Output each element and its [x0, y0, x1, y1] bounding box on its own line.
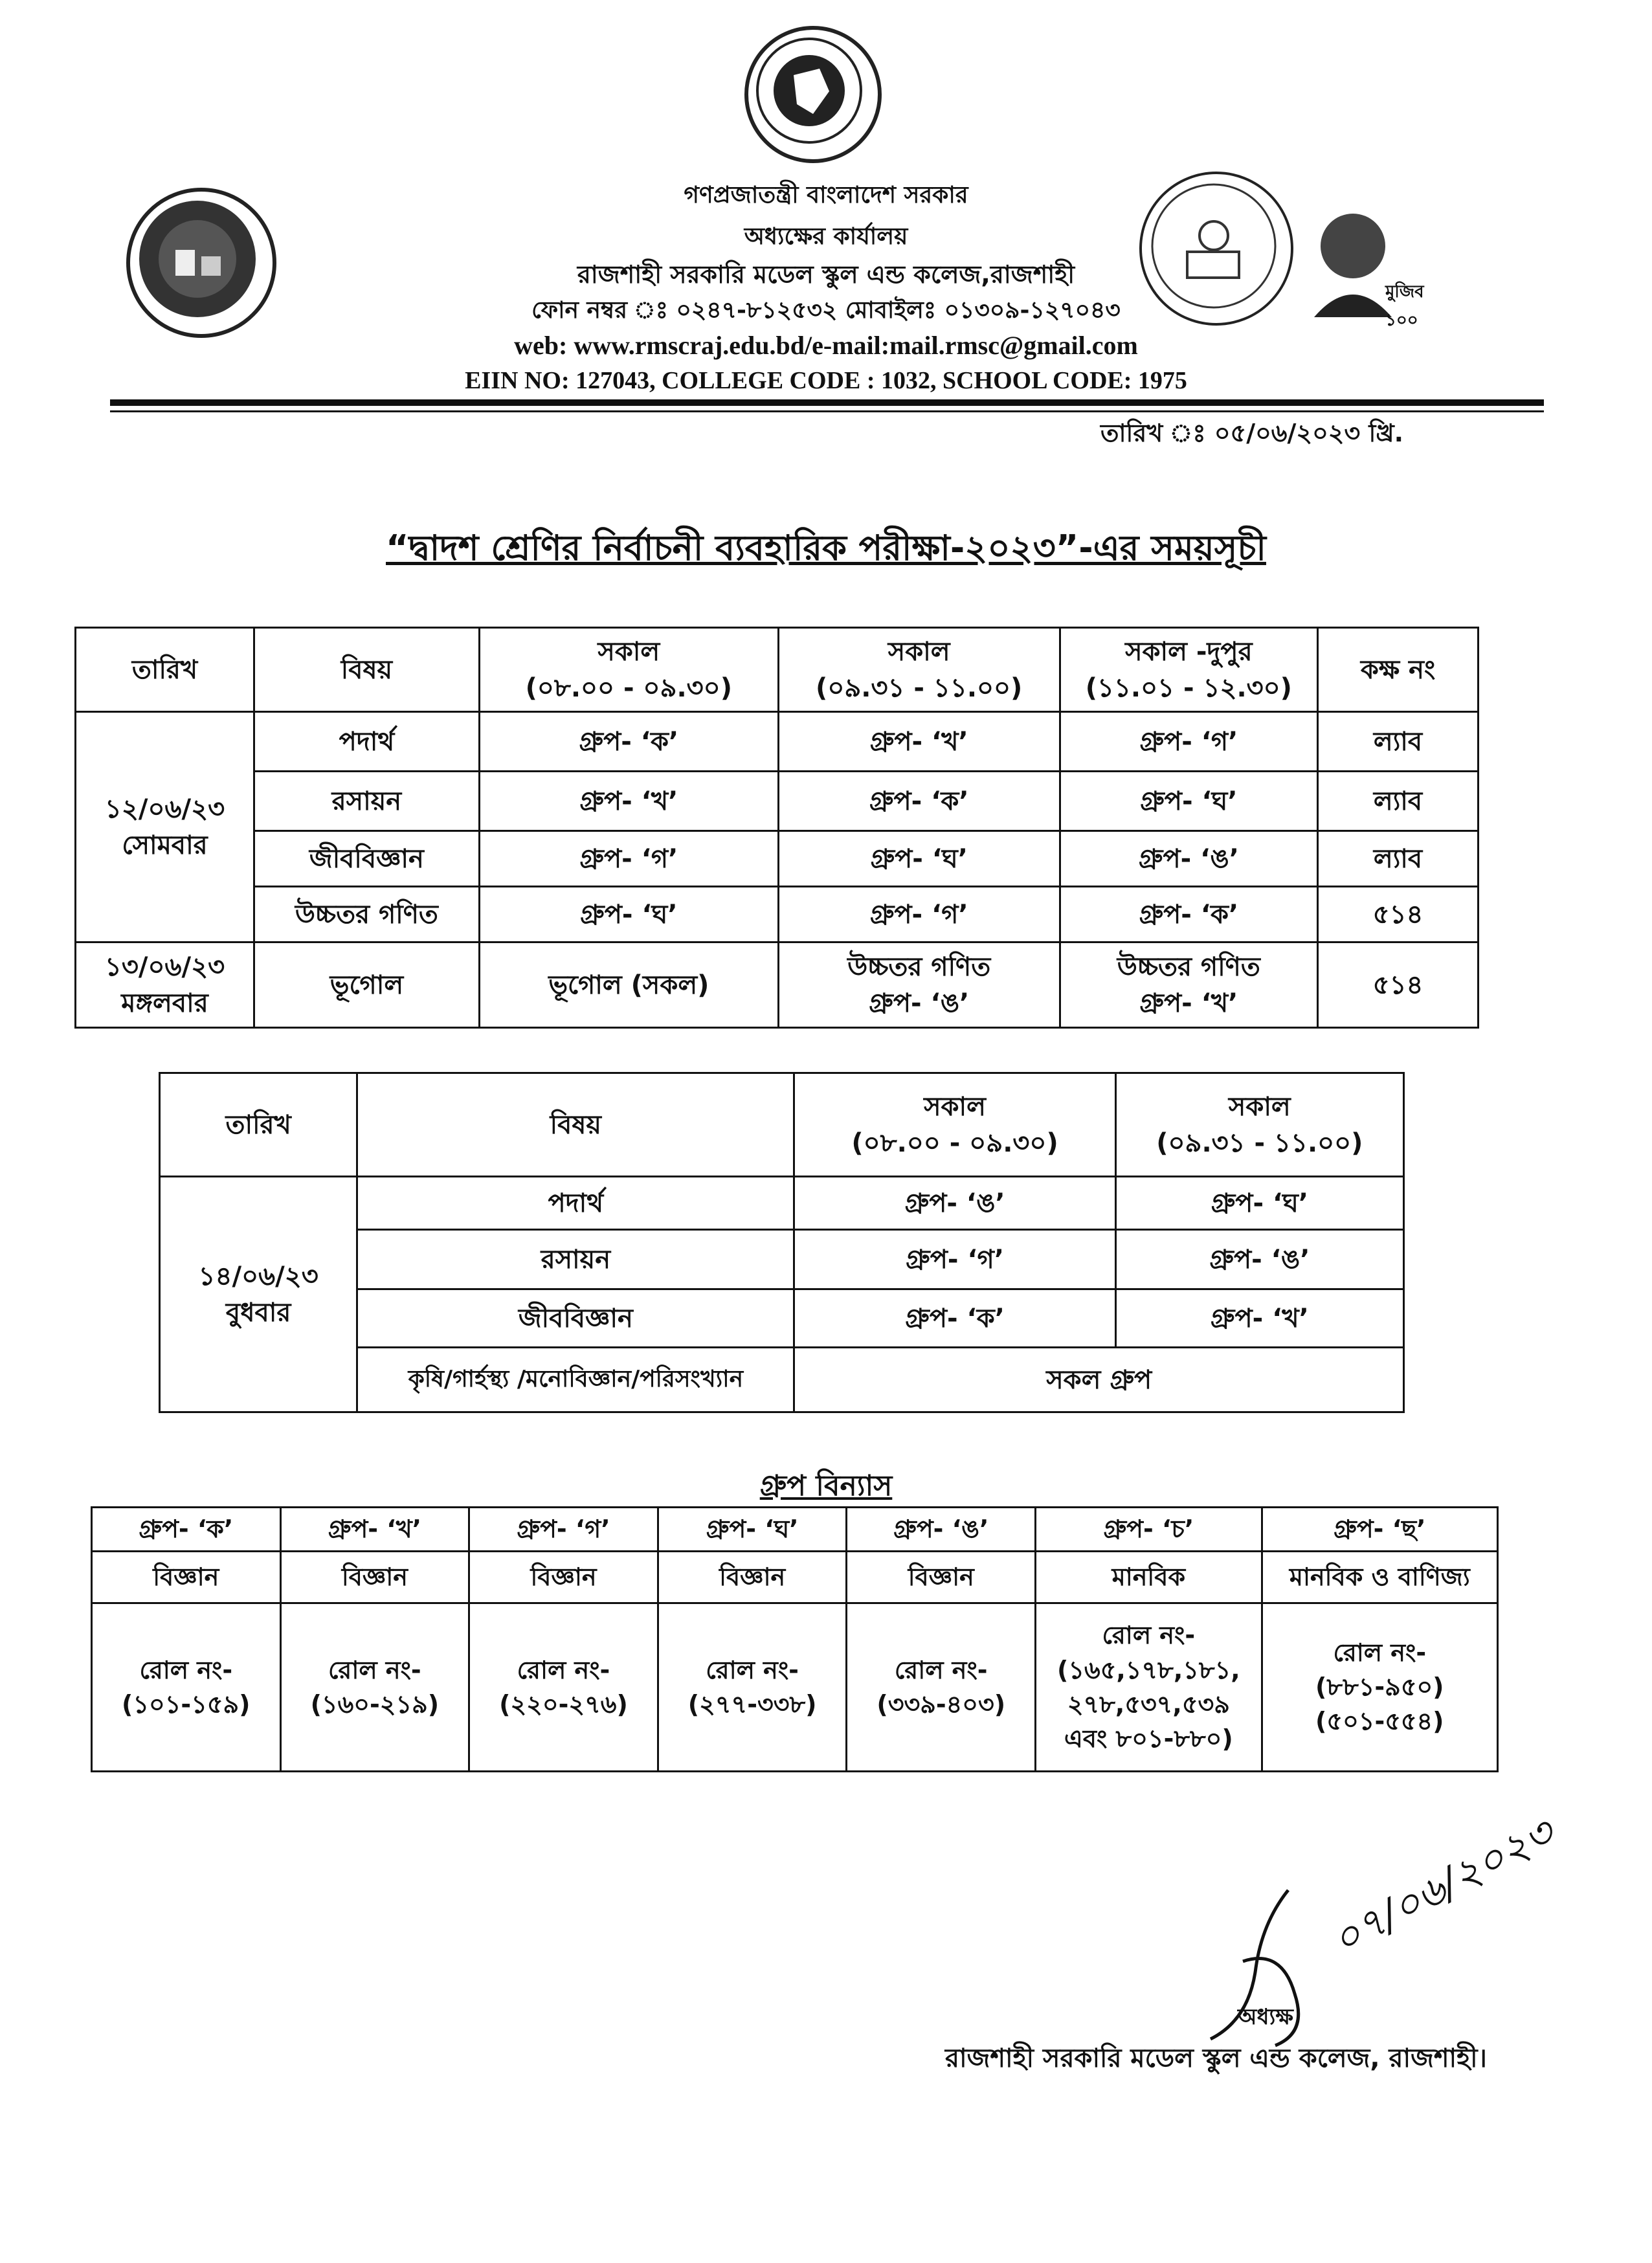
- group-rolls: রোল নং- (৮৮১-৯৫০) (৫০১-৫৫৪): [1262, 1603, 1497, 1772]
- cell-subject: ভূগোল: [254, 942, 480, 1028]
- group-stream: বিজ্ঞান: [280, 1552, 469, 1603]
- th-date: তারিখ: [76, 628, 254, 712]
- cell-room: ল্যাব: [1318, 772, 1479, 831]
- cell-slot: গ্রুপ- ‘ক’: [794, 1289, 1115, 1348]
- group-rolls: রোল নং- (৩৩৯-৪০৩): [847, 1603, 1036, 1772]
- cell-slot: গ্রুপ- ‘ক’: [778, 772, 1060, 831]
- signature-title: অধ্যক্ষ: [1238, 2004, 1293, 2030]
- cell-subject: জীববিজ্ঞান: [357, 1289, 794, 1348]
- group-rolls: রোল নং- (১৬০-২১৯): [280, 1603, 469, 1772]
- th-slot2: সকাল (০৯.৩১ - ১১.০০): [1115, 1073, 1403, 1177]
- th-subject: বিষয়: [357, 1073, 794, 1177]
- cell-slot: গ্রুপ- ‘গ’: [479, 831, 778, 887]
- cell-date-day2: ১৩/০৬/২৩ মঙ্গলবার: [76, 942, 254, 1028]
- cell-slot: গ্রুপ- ‘ঙ’: [794, 1177, 1115, 1230]
- group-name: গ্রুপ- ‘ঙ’: [847, 1508, 1036, 1552]
- cell-slot: গ্রুপ- ‘খ’: [1115, 1289, 1403, 1348]
- th-room: কক্ষ নং: [1318, 628, 1479, 712]
- header-line4: ফোন নম্বর ঃ ০২৪৭-৮১২৫৩২ মোবাইলঃ ০১৩০৯-১২৭০৪৩: [531, 297, 1121, 324]
- group-stream: বিজ্ঞান: [658, 1552, 847, 1603]
- cell-slot: গ্রুপ- ‘ঙ’: [1115, 1230, 1403, 1289]
- group-stream: বিজ্ঞান: [469, 1552, 658, 1603]
- cell-slot: গ্রুপ- ‘গ’: [778, 887, 1060, 942]
- cell-slot: গ্রুপ- ‘ঘ’: [1060, 772, 1318, 831]
- cell-all-groups: সকল গ্রুপ: [794, 1348, 1404, 1412]
- schedule-table-1: [74, 627, 1479, 1029]
- cell-slot: উচ্চতর গণিত গ্রুপ- ‘খ’: [1060, 942, 1318, 1028]
- th-slot1: সকাল (০৮.০০ - ০৯.৩০): [794, 1073, 1115, 1177]
- signature-institution: রাজশাহী সরকারি মডেল স্কুল এন্ড কলেজ, রাজশাহী।: [945, 2044, 1487, 2073]
- group-rolls: রোল নং- (১০১-১৫৯): [92, 1603, 281, 1772]
- cell-slot: গ্রুপ- ‘খ’: [778, 712, 1060, 772]
- cell-room: ল্যাব: [1318, 831, 1479, 887]
- th-subject: বিষয়: [254, 628, 480, 712]
- mujib-badge-label: মুজিব ১০০: [1385, 282, 1424, 330]
- group-rolls: রোল নং- (২৭৭-৩৩৮): [658, 1603, 847, 1772]
- th-slot3: সকাল -দুপুর (১১.০১ - ১২.৩০): [1060, 628, 1318, 712]
- cell-subject: রসায়ন: [254, 772, 480, 831]
- group-name: গ্রুপ- ‘ঘ’: [658, 1508, 847, 1552]
- cell-subject: পদার্থ: [254, 712, 480, 772]
- cell-subject: কৃষি/গার্হস্থ্য /মনোবিজ্ঞান/পরিসংখ্যান: [357, 1348, 794, 1412]
- header-web: web: www.rmscraj.edu.bd/e-mail:mail.rmsc@gmail.com: [514, 331, 1138, 360]
- th-slot2: সকাল (০৯.৩১ - ১১.০০): [778, 628, 1060, 712]
- cell-slot: গ্রুপ- ‘ক’: [1060, 887, 1318, 942]
- cell-subject: জীববিজ্ঞান: [254, 831, 480, 887]
- cell-date-day3: ১৪/০৬/২৩ বুধবার: [160, 1177, 357, 1412]
- group-name: গ্রুপ- ‘খ’: [280, 1508, 469, 1552]
- cell-subject: উচ্চতর গণিত: [254, 887, 480, 942]
- group-stream: মানবিক ও বাণিজ্য: [1262, 1552, 1497, 1603]
- header-line2: অধ্যক্ষের কার্যালয়: [744, 223, 908, 250]
- cell-room: ল্যাব: [1318, 712, 1479, 772]
- issue-date: তারিখ ঃ ০৫/০৬/২০২৩ খ্রি.: [1100, 419, 1404, 447]
- group-name: গ্রুপ- ‘ক’: [92, 1508, 281, 1552]
- group-rolls: রোল নং- (২২০-২৭৬): [469, 1603, 658, 1772]
- cell-room: ৫১৪: [1318, 887, 1479, 942]
- cell-slot: গ্রুপ- ‘গ’: [1060, 712, 1318, 772]
- cell-date-day1: ১২/০৬/২৩ সোমবার: [76, 712, 254, 942]
- cell-slot: গ্রুপ- ‘ঘ’: [778, 831, 1060, 887]
- group-rolls: রোল নং- (১৬৫,১৭৮,১৮১, ২৭৮,৫৩৭,৫৩৯ এবং ৮০১-৮৮০): [1036, 1603, 1262, 1772]
- group-name: গ্রুপ- ‘গ’: [469, 1508, 658, 1552]
- header-rule-thin: [110, 410, 1544, 412]
- cell-subject: রসায়ন: [357, 1230, 794, 1289]
- groups-title: গ্রুপ বিন্যাস: [759, 1469, 893, 1502]
- group-stream: মানবিক: [1036, 1552, 1262, 1603]
- header-eiin: EIIN NO: 127043, COLLEGE CODE : 1032, SCHOOL CODE: 1975: [465, 367, 1187, 394]
- th-slot1: সকাল (০৮.০০ - ০৯.৩০): [479, 628, 778, 712]
- cell-slot: গ্রুপ- ‘ঘ’: [1115, 1177, 1403, 1230]
- header-line3: রাজশাহী সরকারি মডেল স্কুল এন্ড কলেজ,রাজশাহী: [577, 260, 1075, 289]
- cell-slot: উচ্চতর গণিত গ্রুপ- ‘ঙ’: [778, 942, 1060, 1028]
- cell-subject: পদার্থ: [357, 1177, 794, 1230]
- th-date: তারিখ: [160, 1073, 357, 1177]
- signature-date: ০৭/০৬/২০২৩: [1324, 1809, 1562, 1965]
- cell-room: ৫১৪: [1318, 942, 1479, 1028]
- cell-slot: গ্রুপ- ‘ঙ’: [1060, 831, 1318, 887]
- group-stream: বিজ্ঞান: [847, 1552, 1036, 1603]
- group-name: গ্রুপ- ‘ছ’: [1262, 1508, 1497, 1552]
- government-seal: [744, 26, 882, 163]
- group-name: গ্রুপ- ‘চ’: [1036, 1508, 1262, 1552]
- header-line1: গণপ্রজাতন্ত্রী বাংলাদেশ সরকার: [684, 182, 968, 208]
- cell-slot: গ্রুপ- ‘খ’: [479, 772, 778, 831]
- group-stream: বিজ্ঞান: [92, 1552, 281, 1603]
- cell-slot: গ্রুপ- ‘ক’: [479, 712, 778, 772]
- cell-slot: গ্রুপ- ‘গ’: [794, 1230, 1115, 1289]
- header-rule-thick: [110, 399, 1544, 406]
- government-seal-icon: [748, 30, 878, 159]
- cell-slot: ভূগোল (সকল): [479, 942, 778, 1028]
- schedule-table-2: [159, 1072, 1405, 1413]
- group-table: [91, 1506, 1499, 1772]
- page-title: “দ্বাদশ শ্রেণির নির্বাচনী ব্যবহারিক পরীক্ষা-২০২৩”-এর সময়সূচী: [386, 528, 1266, 568]
- cell-slot: গ্রুপ- ‘ঘ’: [479, 887, 778, 942]
